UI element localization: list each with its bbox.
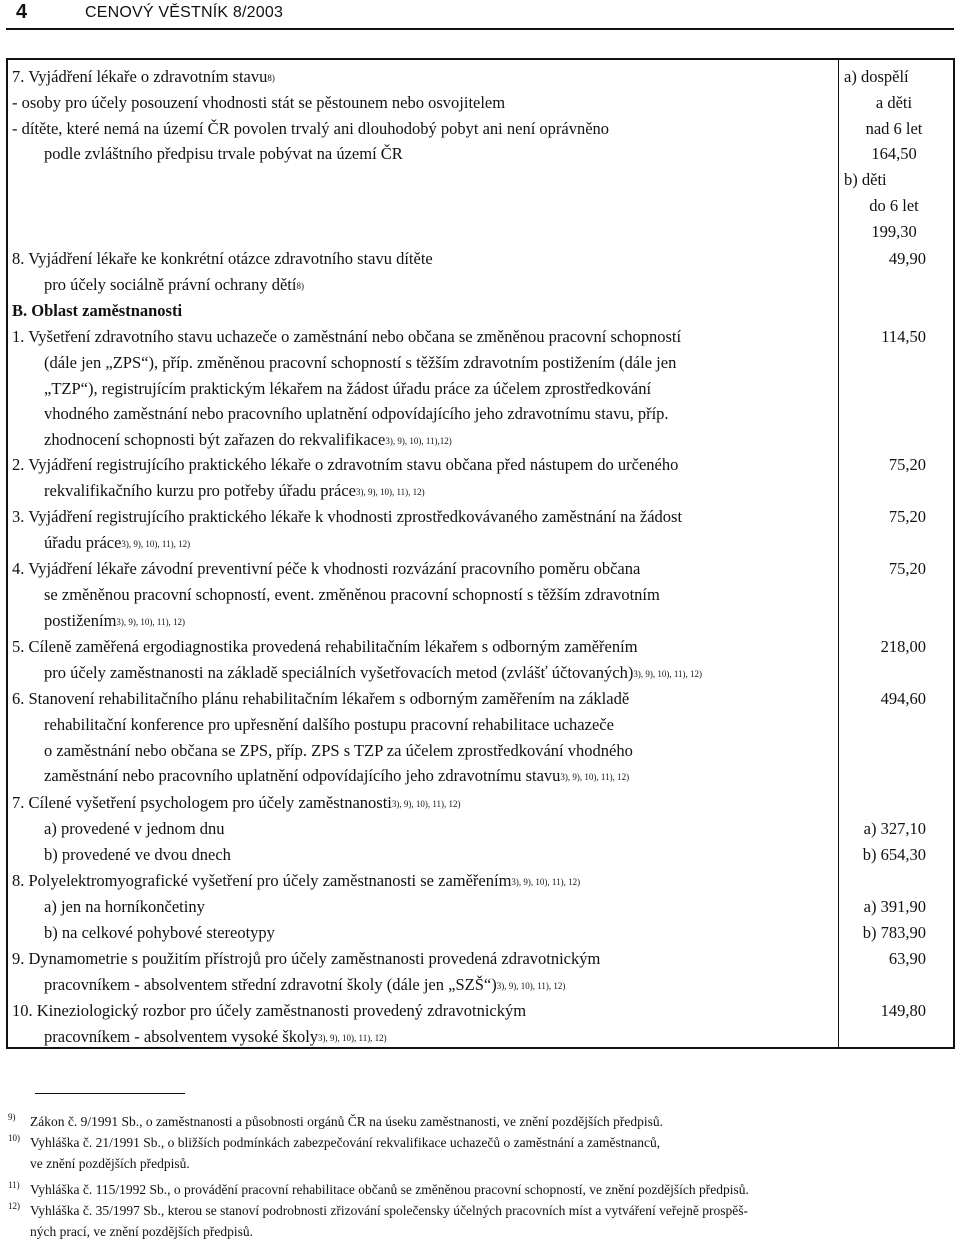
item-text: zaměstnání nebo pracovního uplatnění odpovídajícího jeho zdravotnímu stavu <box>44 766 561 786</box>
footnote-reference: 3), 9), 10), 11), 12) <box>511 877 581 887</box>
item-text: o zaměstnání nebo občana se ZPS, příp. ZPS s TZP za účelem zprostředkování vhodného <box>44 740 633 760</box>
item-price <box>844 64 944 245</box>
item-price <box>844 504 944 530</box>
price-line: 114,50 <box>881 327 926 346</box>
item-line <box>12 712 832 738</box>
column-divider <box>838 60 839 1047</box>
footnote-reference: 3), 9), 10), 11), 12) <box>116 616 186 627</box>
footnote-reference: 3), 9), 10), 11), 12) <box>121 538 191 549</box>
item-text: a) provedené v jednom dnu <box>44 818 225 838</box>
item-line <box>12 272 832 298</box>
item-description <box>12 868 832 945</box>
item-price <box>844 998 944 1024</box>
footnote-reference: 3), 9), 10), 11),12) <box>385 436 452 447</box>
price-line: 164,50 <box>871 144 917 164</box>
price-line: 149,80 <box>880 1001 926 1020</box>
footnote-text: Zákon č. 9/1991 Sb., o zaměstnanosti a působnosti orgánů ČR na úseku zaměstnanosti, ve znění pozdějších předpisů. <box>30 1114 664 1129</box>
page-number: 4 <box>16 1 28 23</box>
item-line <box>12 763 832 789</box>
footnote-text: Vyhláška č. 21/1991 Sb., o bližších podmínkách zabezpečování rekvalifikace uchazečů o zaměstnání a zaměstnanců, <box>30 1135 661 1150</box>
item-price <box>844 556 944 582</box>
item-description <box>12 324 832 453</box>
item-description <box>12 998 832 1050</box>
item-description <box>12 246 832 298</box>
price-line: 75,20 <box>888 455 926 474</box>
item-description <box>12 298 832 324</box>
item-line <box>12 738 832 764</box>
item-line <box>12 324 832 350</box>
price-line: nad 6 let <box>865 118 923 138</box>
item-line <box>12 298 832 324</box>
item-text: podle zvláštního předpisu trvale pobývat na území ČR <box>44 144 403 164</box>
item-description <box>12 686 832 789</box>
item-line <box>12 790 832 816</box>
item-line <box>12 608 832 634</box>
item-line <box>12 530 832 556</box>
price-line: a) 327,10 <box>863 818 926 838</box>
item-text: rekvalifikačního kurzu pro potřeby úřadu práce <box>44 480 356 500</box>
item-line <box>12 998 832 1024</box>
item-line <box>12 246 832 272</box>
item-price <box>844 946 944 972</box>
header-rule <box>6 28 954 30</box>
price-line: 75,20 <box>888 507 926 526</box>
item-price <box>844 324 944 350</box>
item-price <box>844 634 944 660</box>
item-text: 6. Stanovení rehabilitačního plánu rehabilitačním lékařem s odborným zaměřením na základě <box>12 689 630 708</box>
price-line: 63,90 <box>888 949 926 968</box>
price-line: b) 654,30 <box>862 844 926 864</box>
item-text: „TZP“), registrujícím praktickým lékařem na žádost úřadu práce za účelem zprostředkování <box>44 378 652 398</box>
item-price <box>844 868 944 945</box>
item-price <box>844 686 944 712</box>
price-line: a) dospělí <box>844 67 909 86</box>
footnote-reference: 3), 9), 10), 11), 12) <box>496 980 566 991</box>
item-text: B. Oblast zaměstnanosti <box>12 301 183 320</box>
page-header <box>6 0 954 36</box>
price-line: 199,30 <box>871 221 917 241</box>
item-line <box>12 1024 832 1050</box>
item-line <box>12 141 832 167</box>
item-line <box>12 504 832 530</box>
price-line: 218,00 <box>880 637 926 656</box>
footnote-reference: 3), 9), 10), 11), 12) <box>356 486 425 497</box>
footnote-mark: 9) <box>8 1112 16 1122</box>
item-line <box>12 90 832 116</box>
item-line <box>12 660 832 686</box>
item-description <box>12 452 832 504</box>
item-text: a) jen na horníkončetiny <box>44 896 205 916</box>
item-line <box>12 427 832 453</box>
item-line <box>12 64 832 90</box>
item-line <box>12 920 832 946</box>
footnote-reference: 3), 9), 10), 11), 12) <box>560 772 630 783</box>
footnote-text: Vyhláška č. 115/1992 Sb., o provádění pracovní rehabilitace občanů se změněnou pracovní schopností, ve znění pozdějších předpisů. <box>30 1182 749 1197</box>
footnote-text: Vyhláška č. 35/1997 Sb., kterou se stanoví podrobnosti zřizování společensky účelných pracovních míst a vytváření veřejně prospěš- <box>30 1203 748 1218</box>
item-text: b) na celkové pohybové stereotypy <box>44 922 275 942</box>
footnote-text: ných prací, ve znění pozdějších předpisů. <box>30 1224 254 1239</box>
item-line <box>12 634 832 660</box>
item-text: 7. Vyjádření lékaře o zdravotním stavu <box>12 67 268 86</box>
footnote-mark: 10) <box>8 1133 20 1143</box>
item-text: pracovníkem - absolventem střední zdravotní školy (dále jen „SZŠ“) <box>44 974 497 994</box>
price-line: b) 783,90 <box>862 922 926 942</box>
item-text: pro účely sociálně právní ochrany dětí <box>44 274 297 294</box>
item-description <box>12 634 832 686</box>
item-text: 4. Vyjádření lékaře závodní preventivní péče k vhodnosti rozvázání pracovního poměru občana <box>12 559 641 578</box>
item-text: 8. Vyjádření lékaře ke konkrétní otázce zdravotního stavu dítěte <box>12 249 433 268</box>
item-text: pro účely zaměstnanosti na základě speciálních vyšetřovacích metod (zvlášť účtovaných) <box>44 662 634 682</box>
footnote-reference: 8) <box>296 280 304 291</box>
item-description <box>12 556 832 633</box>
footnote-mark: 12) <box>8 1201 20 1211</box>
item-text: 9. Dynamometrie s použitím přístrojů pro účely zaměstnanosti provedená zdravotnickým <box>12 949 601 968</box>
price-line: 494,60 <box>880 689 926 708</box>
item-line <box>12 686 832 712</box>
item-line <box>12 452 832 478</box>
item-text: 2. Vyjádření registrujícího praktického lékaře o zdravotním stavu občana před nástupem do určeného <box>12 455 679 474</box>
price-table <box>6 58 955 1049</box>
item-line <box>12 478 832 504</box>
item-line <box>12 582 832 608</box>
item-text: b) provedené ve dvou dnech <box>44 844 231 864</box>
footnote-reference: 3), 9), 10), 11), 12) <box>633 668 703 679</box>
footnote-reference: 3), 9), 10), 11), 12) <box>318 1032 387 1043</box>
item-line <box>12 350 832 376</box>
item-text: 1. Vyšetření zdravotního stavu uchazeče o zaměstnání nebo občana se změněnou pracovní schopností <box>12 327 682 346</box>
item-text: úřadu práce <box>44 532 122 552</box>
item-line <box>12 556 832 582</box>
item-text: (dále jen „ZPS“), příp. změněnou pracovní schopností s těžším zdravotním postižením (dále jen <box>44 352 677 372</box>
item-text: rehabilitační konference pro upřesnění dalšího postupu pracovní rehabilitace uchazeče <box>44 714 614 734</box>
item-description <box>12 946 832 998</box>
item-price <box>844 246 944 272</box>
item-line <box>12 868 832 894</box>
footnote-reference: 3), 9), 10), 11), 12) <box>391 799 461 809</box>
item-line <box>12 972 832 998</box>
item-price <box>844 452 944 478</box>
item-text: 7. Cílené vyšetření psychologem pro účely zaměstnanosti <box>12 793 392 812</box>
item-line <box>12 116 832 142</box>
price-line: 75,20 <box>888 559 926 578</box>
item-text: pracovníkem - absolventem vysoké školy <box>44 1026 319 1046</box>
item-description <box>12 504 832 556</box>
item-text: 10. Kineziologický rozbor pro účely zaměstnanosti provedený zdravotnickým <box>12 1001 527 1020</box>
price-line: 49,90 <box>888 249 926 268</box>
item-text: postižením <box>44 610 117 630</box>
item-text: vhodného zaměstnání nebo pracovního uplatnění odpovídajícího jeho zdravotnímu stavu, příp. <box>44 404 669 424</box>
item-line <box>12 894 832 920</box>
item-description <box>12 790 832 867</box>
item-line <box>12 816 832 842</box>
price-line: do 6 let <box>869 195 919 215</box>
price-line <box>844 790 944 816</box>
item-text: - dítěte, které nemá na území ČR povolen trvalý ani dlouhodobý pobyt ani není oprávněno <box>12 118 610 138</box>
item-text: se změněnou pracovní schopností, event. změněnou pracovní schopností s těžším zdravotním <box>44 584 660 604</box>
item-line <box>12 946 832 972</box>
item-text: 8. Polyelektromyografické vyšetření pro účely zaměstnanosti se zaměřením <box>12 871 512 890</box>
footnote-text: ve znění pozdějších předpisů. <box>30 1156 190 1171</box>
price-line: b) děti <box>844 170 887 190</box>
footnote-rule <box>35 1093 185 1094</box>
item-description <box>12 64 832 167</box>
item-line <box>12 376 832 402</box>
price-line: a) 391,90 <box>863 896 926 916</box>
item-line <box>12 842 832 868</box>
item-text: 5. Cíleně zaměřená ergodiagnostika provedená rehabilitačním lékařem s odborným zaměřením <box>12 637 638 656</box>
item-line <box>12 401 832 427</box>
journal-title: CENOVÝ VĚSTNÍK 8/2003 <box>85 4 284 21</box>
price-line <box>844 868 944 894</box>
item-text: zhodnocení schopnosti být zařazen do rekvalifikace <box>44 430 386 450</box>
price-line: a děti <box>875 92 913 112</box>
item-text: 3. Vyjádření registrujícího praktického lékaře k vhodnosti zprostředkovávaného zaměstnání na žádost <box>12 507 683 526</box>
footnote-mark: 11) <box>8 1180 20 1190</box>
item-text: - osoby pro účely posouzení vhodnosti stát se pěstounem nebo osvojitelem <box>12 92 506 112</box>
footnote-reference: 8) <box>267 73 275 83</box>
item-price <box>844 790 944 867</box>
